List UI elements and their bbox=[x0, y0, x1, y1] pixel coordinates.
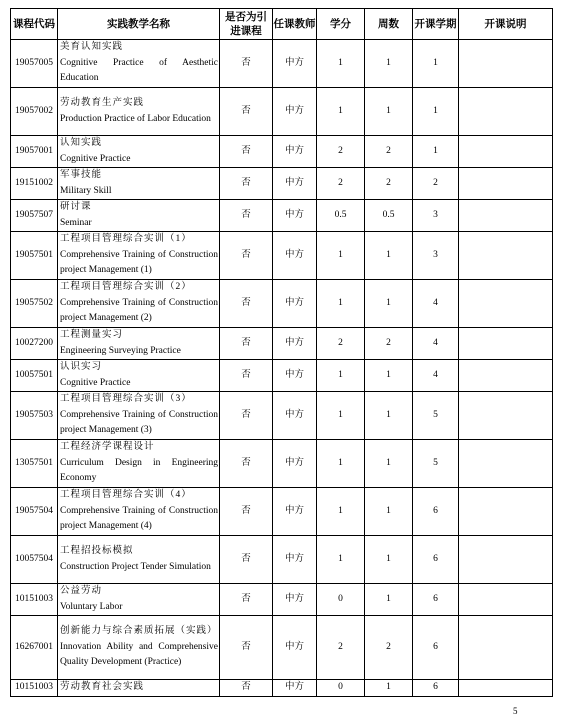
teacher-cell: 中方 bbox=[273, 280, 317, 328]
teacher-cell: 中方 bbox=[273, 616, 317, 680]
practice-name-zh: 工程测量实习 bbox=[60, 330, 124, 340]
teacher-cell: 中方 bbox=[273, 360, 317, 392]
practice-name-en: Comprehensive Training of Construction project Management (2) bbox=[60, 297, 218, 324]
header-weeks: 周数 bbox=[365, 9, 413, 40]
credit-cell: 1 bbox=[317, 536, 365, 584]
teacher-cell: 中方 bbox=[273, 200, 317, 232]
imported-cell: 否 bbox=[220, 232, 273, 280]
course-code-cell: 19057503 bbox=[11, 392, 58, 440]
practice-name-cell bbox=[58, 584, 220, 616]
table-body bbox=[11, 40, 553, 697]
practice-name-en: Voluntary Labor bbox=[60, 601, 123, 612]
table-row bbox=[11, 616, 553, 680]
teacher-cell: 中方 bbox=[273, 536, 317, 584]
weeks-cell: 1 bbox=[365, 680, 413, 697]
course-code-cell: 10057504 bbox=[11, 536, 58, 584]
practice-name-zh: 劳动教育生产实践 bbox=[60, 98, 145, 108]
credit-cell: 2 bbox=[317, 616, 365, 680]
credit-cell: 2 bbox=[317, 136, 365, 168]
practice-name-cell bbox=[58, 392, 220, 440]
course-code-cell: 13057501 bbox=[11, 440, 58, 488]
table-row bbox=[11, 360, 553, 392]
course-code-cell: 10151003 bbox=[11, 680, 58, 697]
semester-cell: 3 bbox=[413, 232, 459, 280]
imported-cell: 否 bbox=[220, 360, 273, 392]
imported-cell: 否 bbox=[220, 440, 273, 488]
course-code-cell: 19057502 bbox=[11, 280, 58, 328]
header-notes: 开课说明 bbox=[459, 9, 553, 40]
weeks-cell: 2 bbox=[365, 136, 413, 168]
course-code-cell: 19057001 bbox=[11, 136, 58, 168]
teacher-cell: 中方 bbox=[273, 88, 317, 136]
teacher-cell: 中方 bbox=[273, 232, 317, 280]
note-cell bbox=[459, 328, 553, 360]
semester-cell: 1 bbox=[413, 40, 459, 88]
note-cell bbox=[459, 488, 553, 536]
semester-cell: 6 bbox=[413, 536, 459, 584]
table-row bbox=[11, 536, 553, 584]
course-code-cell: 19057501 bbox=[11, 232, 58, 280]
practice-name-en: Innovation Ability and Comprehensive Quality Development (Practice) bbox=[60, 641, 218, 668]
credit-cell: 0.5 bbox=[317, 200, 365, 232]
imported-cell: 否 bbox=[220, 488, 273, 536]
teacher-cell: 中方 bbox=[273, 328, 317, 360]
practice-name-zh: 研讨课 bbox=[60, 202, 92, 212]
note-cell bbox=[459, 168, 553, 200]
practice-name-en: Military Skill bbox=[60, 185, 112, 196]
table-row bbox=[11, 440, 553, 488]
practice-name-cell bbox=[58, 536, 220, 584]
credit-cell: 1 bbox=[317, 488, 365, 536]
practice-name-zh: 军事技能 bbox=[60, 170, 103, 180]
header-imported-course: 是否为引进课程 bbox=[220, 9, 273, 40]
semester-cell: 5 bbox=[413, 440, 459, 488]
course-code-cell: 19057507 bbox=[11, 200, 58, 232]
imported-cell: 否 bbox=[220, 536, 273, 584]
practice-name-en: Cognitive Practice of Aesthetic Education bbox=[60, 57, 218, 84]
course-code-cell: 19057002 bbox=[11, 88, 58, 136]
semester-cell: 2 bbox=[413, 168, 459, 200]
practice-name-zh: 工程项目管理综合实训（2） bbox=[60, 282, 192, 293]
credit-cell: 1 bbox=[317, 40, 365, 88]
header-course-code: 课程代码 bbox=[11, 9, 58, 40]
credit-cell: 2 bbox=[317, 328, 365, 360]
header-semester: 开课学期 bbox=[413, 9, 459, 40]
imported-cell: 否 bbox=[220, 616, 273, 680]
imported-cell: 否 bbox=[220, 88, 273, 136]
practice-name-zh: 工程项目管理综合实训（3） bbox=[60, 394, 192, 405]
weeks-cell: 2 bbox=[365, 168, 413, 200]
imported-cell: 否 bbox=[220, 328, 273, 360]
imported-cell: 否 bbox=[220, 392, 273, 440]
imported-cell: 否 bbox=[220, 168, 273, 200]
header-credits: 学分 bbox=[317, 9, 365, 40]
practice-name-zh: 认知实践 bbox=[60, 138, 103, 148]
weeks-cell: 0.5 bbox=[365, 200, 413, 232]
credit-cell: 0 bbox=[317, 680, 365, 697]
course-code-cell: 10057501 bbox=[11, 360, 58, 392]
weeks-cell: 1 bbox=[365, 88, 413, 136]
note-cell bbox=[459, 232, 553, 280]
course-code-cell: 19057504 bbox=[11, 488, 58, 536]
note-cell bbox=[459, 40, 553, 88]
note-cell bbox=[459, 200, 553, 232]
practice-name-en: Engineering Surveying Practice bbox=[60, 345, 181, 356]
teacher-cell: 中方 bbox=[273, 136, 317, 168]
teacher-cell: 中方 bbox=[273, 40, 317, 88]
credit-cell: 1 bbox=[317, 392, 365, 440]
practice-name-cell bbox=[58, 328, 220, 360]
weeks-cell: 1 bbox=[365, 360, 413, 392]
note-cell bbox=[459, 136, 553, 168]
practice-name-zh: 工程项目管理综合实训（4） bbox=[60, 490, 192, 501]
credit-cell: 1 bbox=[317, 232, 365, 280]
table-row bbox=[11, 40, 553, 88]
practice-name-cell bbox=[58, 40, 220, 88]
teacher-cell: 中方 bbox=[273, 488, 317, 536]
table-row bbox=[11, 488, 553, 536]
note-cell bbox=[459, 280, 553, 328]
credit-cell: 2 bbox=[317, 168, 365, 200]
teacher-cell: 中方 bbox=[273, 168, 317, 200]
semester-cell: 1 bbox=[413, 88, 459, 136]
weeks-cell: 1 bbox=[365, 488, 413, 536]
practice-name-cell bbox=[58, 440, 220, 488]
practice-name-en: Production Practice of Labor Education bbox=[60, 113, 211, 124]
weeks-cell: 1 bbox=[365, 392, 413, 440]
semester-cell: 6 bbox=[413, 488, 459, 536]
weeks-cell: 1 bbox=[365, 40, 413, 88]
credit-cell: 0 bbox=[317, 584, 365, 616]
semester-cell: 4 bbox=[413, 360, 459, 392]
practice-name-cell bbox=[58, 200, 220, 232]
table-row bbox=[11, 200, 553, 232]
table-row bbox=[11, 232, 553, 280]
practice-name-zh: 创新能力与综合素质拓展（实践） bbox=[60, 626, 218, 637]
teacher-cell: 中方 bbox=[273, 392, 317, 440]
practice-name-cell bbox=[58, 616, 220, 680]
imported-cell: 否 bbox=[220, 280, 273, 328]
practice-name-cell bbox=[58, 168, 220, 200]
practice-name-en: Cognitive Practice bbox=[60, 377, 131, 388]
note-cell bbox=[459, 616, 553, 680]
weeks-cell: 1 bbox=[365, 440, 413, 488]
weeks-cell: 2 bbox=[365, 616, 413, 680]
imported-cell: 否 bbox=[220, 680, 273, 697]
note-cell bbox=[459, 440, 553, 488]
note-cell bbox=[459, 88, 553, 136]
credit-cell: 1 bbox=[317, 360, 365, 392]
table-row bbox=[11, 328, 553, 360]
course-code-cell: 10027200 bbox=[11, 328, 58, 360]
practice-name-en: Seminar bbox=[60, 217, 92, 228]
practice-name-zh: 工程项目管理综合实训（1） bbox=[60, 234, 192, 245]
imported-cell: 否 bbox=[220, 200, 273, 232]
weeks-cell: 1 bbox=[365, 280, 413, 328]
practice-name-cell bbox=[58, 136, 220, 168]
imported-cell: 否 bbox=[220, 136, 273, 168]
note-cell bbox=[459, 680, 553, 697]
weeks-cell: 1 bbox=[365, 232, 413, 280]
semester-cell: 1 bbox=[413, 136, 459, 168]
practice-name-zh: 工程招投标模拟 bbox=[60, 546, 134, 556]
course-code-cell: 19151002 bbox=[11, 168, 58, 200]
page-number: 5 bbox=[513, 706, 518, 716]
practice-name-en: Curriculum Design in Engineering Economy bbox=[60, 457, 218, 484]
semester-cell: 4 bbox=[413, 328, 459, 360]
practice-name-en: Comprehensive Training of Construction project Management (4) bbox=[60, 505, 218, 532]
table-row bbox=[11, 136, 553, 168]
table-row bbox=[11, 168, 553, 200]
practice-name-zh: 公益劳动 bbox=[60, 586, 103, 596]
practice-name-cell bbox=[58, 88, 220, 136]
weeks-cell: 1 bbox=[365, 536, 413, 584]
semester-cell: 6 bbox=[413, 584, 459, 616]
semester-cell: 6 bbox=[413, 616, 459, 680]
table-row bbox=[11, 280, 553, 328]
course-code-cell: 10151003 bbox=[11, 584, 58, 616]
practice-teaching-table bbox=[10, 8, 553, 697]
note-cell bbox=[459, 392, 553, 440]
note-cell bbox=[459, 360, 553, 392]
practice-name-cell bbox=[58, 488, 220, 536]
semester-cell: 6 bbox=[413, 680, 459, 697]
header-practice-name: 实践教学名称 bbox=[58, 9, 220, 40]
table-row bbox=[11, 392, 553, 440]
practice-name-en: Cognitive Practice bbox=[60, 153, 131, 164]
note-cell bbox=[459, 536, 553, 584]
semester-cell: 4 bbox=[413, 280, 459, 328]
course-code-cell: 16267001 bbox=[11, 616, 58, 680]
note-cell bbox=[459, 584, 553, 616]
teacher-cell: 中方 bbox=[273, 440, 317, 488]
credit-cell: 1 bbox=[317, 440, 365, 488]
imported-cell: 否 bbox=[220, 40, 273, 88]
practice-name-en: Construction Project Tender Simulation bbox=[60, 561, 211, 572]
semester-cell: 3 bbox=[413, 200, 459, 232]
weeks-cell: 1 bbox=[365, 584, 413, 616]
practice-name-en: Comprehensive Training of Construction project Management (3) bbox=[60, 409, 218, 436]
weeks-cell: 2 bbox=[365, 328, 413, 360]
practice-name-cell bbox=[58, 680, 220, 697]
credit-cell: 1 bbox=[317, 280, 365, 328]
practice-name-zh: 认识实习 bbox=[60, 362, 103, 372]
table-row bbox=[11, 88, 553, 136]
semester-cell: 5 bbox=[413, 392, 459, 440]
imported-cell: 否 bbox=[220, 584, 273, 616]
practice-name-zh: 美育认知实践 bbox=[60, 42, 124, 53]
teacher-cell: 中方 bbox=[273, 584, 317, 616]
practice-name-cell bbox=[58, 232, 220, 280]
practice-name-zh: 劳动教育社会实践 bbox=[60, 682, 145, 693]
teacher-cell: 中方 bbox=[273, 680, 317, 697]
practice-name-zh: 工程经济学课程设计 bbox=[60, 442, 155, 453]
practice-name-en: Comprehensive Training of Construction project Management (1) bbox=[60, 249, 218, 276]
table-row bbox=[11, 680, 553, 697]
course-code-cell: 19057005 bbox=[11, 40, 58, 88]
credit-cell: 1 bbox=[317, 88, 365, 136]
table-row bbox=[11, 584, 553, 616]
header-teacher: 任课教师 bbox=[273, 9, 317, 40]
practice-name-cell bbox=[58, 280, 220, 328]
practice-name-cell bbox=[58, 360, 220, 392]
table-header-row bbox=[11, 9, 553, 40]
